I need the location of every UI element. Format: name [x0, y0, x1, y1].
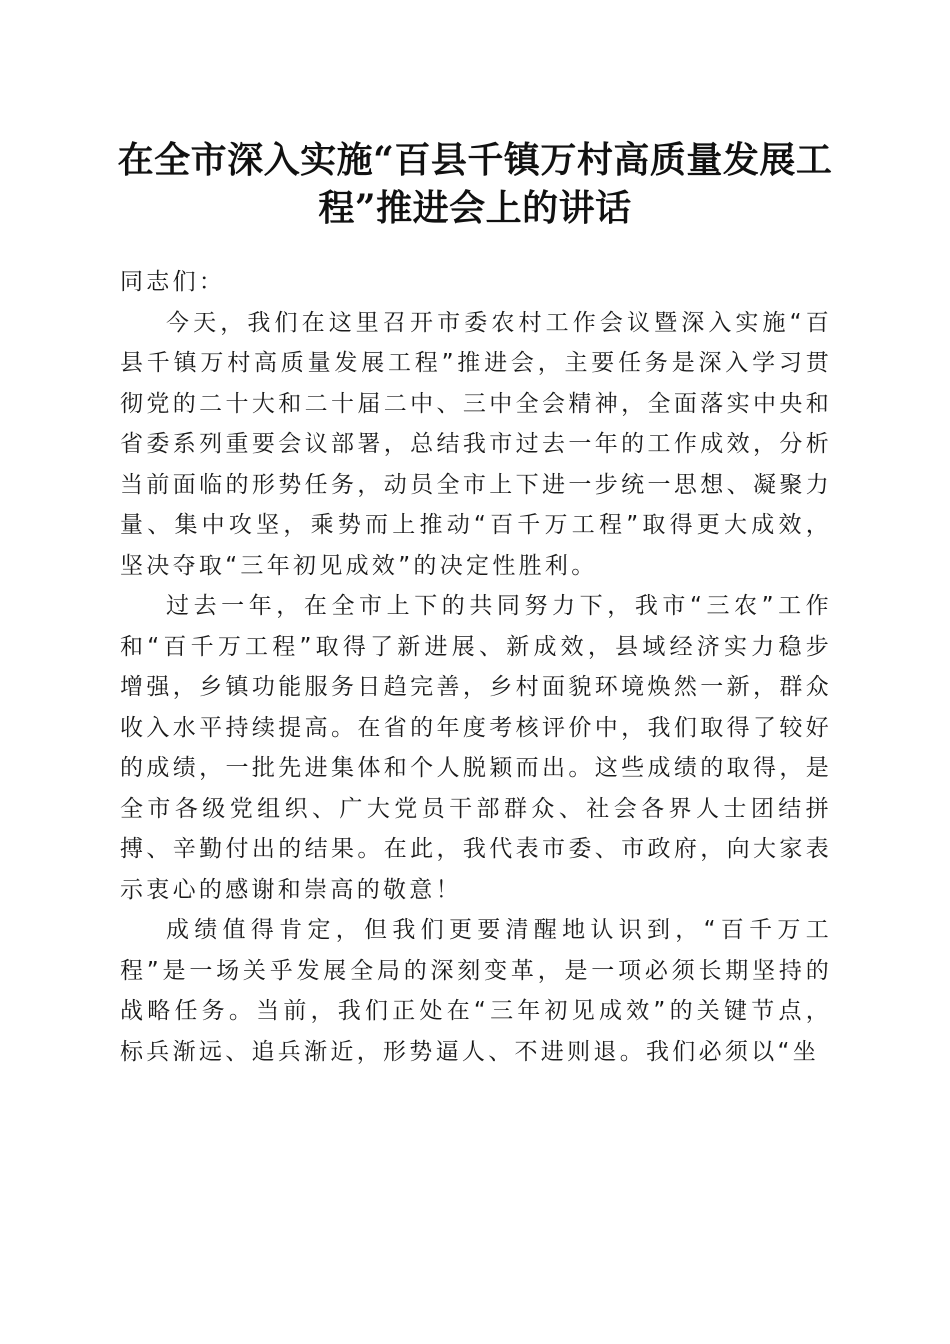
- document-title: 在全市深入实施“百县千镇万村高质量发展工程”推进会上的讲话: [117, 139, 833, 229]
- paragraph-1: 今天，我们在这里召开市委农村工作会议暨深入实施“百县千镇万村高质量发展工程”推进会，主要任务是深入学习贯彻党的二十大和二十届二中、三中全会精神，全面落实中央和省委系列重要会议部署，总结我市过去一年的工作成效，分析当前面临的形势任务，动员全市上下进一步统一思想、凝聚力量、集中攻坚，乘势而上推动“百千万工程”取得更大成效，坚决夺取“三年初见成效”的决定性胜利。: [120, 309, 832, 579]
- paragraph-3: 成绩值得肯定，但我们更要清醒地认识到，“百千万工程”是一场关乎发展全局的深刻变革，是一项必须长期坚持的战略任务。当前，我们正处在“三年初见成效”的关键节点，标兵渐远、追兵渐近，形势逼人、不进则退。我们必须以“坐: [120, 917, 832, 1065]
- document-body: [120, 254, 832, 1072]
- paragraph-2: 过去一年，在全市上下的共同努力下，我市“三农”工作和“百千万工程”取得了新进展、新成效，县域经济实力稳步增强，乡镇功能服务日趋完善，乡村面貌环境焕然一新，群众收入水平持续提高。在省的年度考核评价中，我们取得了较好的成绩，一批先进集体和个人脱颖而出。这些成绩的取得，是全市各级党组织、广大党员干部群众、社会各界人士团结拼搏、辛勤付出的结果。在此，我代表市委、市政府，向大家表示衷心的感谢和崇高的敬意！: [120, 593, 832, 903]
- salutation: 同志们：: [120, 269, 226, 295]
